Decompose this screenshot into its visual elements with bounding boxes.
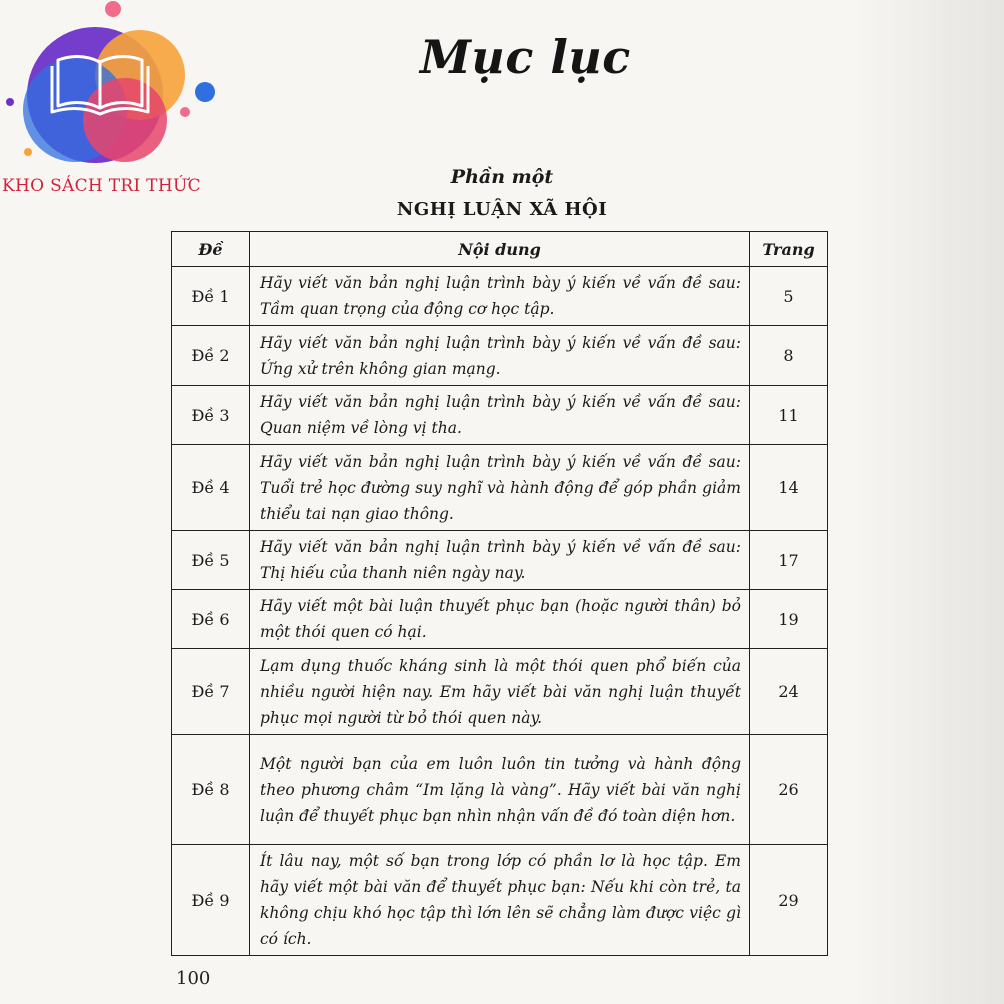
row-trang: 14 bbox=[750, 445, 828, 531]
row-trang: 5 bbox=[750, 267, 828, 326]
row-trang: 29 bbox=[750, 845, 828, 956]
table-row bbox=[172, 735, 828, 845]
row-de: Đề 8 bbox=[172, 735, 250, 845]
row-de: Đề 9 bbox=[172, 845, 250, 956]
header-trang: Trang bbox=[750, 232, 828, 267]
table-row bbox=[172, 845, 828, 956]
table-row bbox=[172, 445, 828, 531]
part-label: Phần một bbox=[450, 166, 554, 188]
table-header-row bbox=[172, 232, 828, 267]
row-noi-dung: Một người bạn của em luôn luôn tin tưởng và hành động theo phương châm “Im lặng là vàng”. Hãy viết bài văn nghị luận để thuyết phục bạn nhìn nhận vấn đề đó toàn diện hơn. bbox=[250, 735, 750, 845]
toc-table bbox=[171, 231, 828, 956]
row-de: Đề 7 bbox=[172, 649, 250, 735]
row-trang: 17 bbox=[750, 531, 828, 590]
row-trang: 8 bbox=[750, 326, 828, 386]
logo-text: KHO SÁCH TRI THỨC bbox=[2, 176, 201, 196]
row-de: Đề 4 bbox=[172, 445, 250, 531]
row-noi-dung: Hãy viết văn bản nghị luận trình bày ý kiến về vấn đề sau: Ứng xử trên không gian mạng. bbox=[250, 326, 750, 386]
row-noi-dung: Hãy viết văn bản nghị luận trình bày ý kiến về vấn đề sau: Thị hiếu của thanh niên ngày nay. bbox=[250, 531, 750, 590]
row-trang: 11 bbox=[750, 386, 828, 445]
row-trang: 26 bbox=[750, 735, 828, 845]
row-de: Đề 3 bbox=[172, 386, 250, 445]
row-noi-dung: Hãy viết một bài luận thuyết phục bạn (hoặc người thân) bỏ một thói quen có hại. bbox=[250, 590, 750, 649]
row-noi-dung: Ít lâu nay, một số bạn trong lớp có phần lơ là học tập. Em hãy viết một bài văn để thuyết phục bạn: Nếu khi còn trẻ, ta không chịu khó học tập thì lớn lên sẽ chẳng làm được việc gì có ích. bbox=[250, 845, 750, 956]
row-trang: 19 bbox=[750, 590, 828, 649]
table-row bbox=[172, 386, 828, 445]
table-row bbox=[172, 326, 828, 386]
row-trang: 24 bbox=[750, 649, 828, 735]
page-number: 100 bbox=[176, 968, 211, 989]
header-de: Đề bbox=[172, 232, 250, 267]
page-edge-shadow bbox=[854, 0, 1004, 1004]
table-row bbox=[172, 267, 828, 326]
page-title: Mục lục bbox=[420, 30, 631, 84]
table-row bbox=[172, 649, 828, 735]
row-noi-dung: Hãy viết văn bản nghị luận trình bày ý kiến về vấn đề sau: Tầm quan trọng của động cơ học tập. bbox=[250, 267, 750, 326]
table-row bbox=[172, 531, 828, 590]
row-noi-dung: Hãy viết văn bản nghị luận trình bày ý kiến về vấn đề sau: Quan niệm về lòng vị tha. bbox=[250, 386, 750, 445]
row-de: Đề 1 bbox=[172, 267, 250, 326]
row-noi-dung: Hãy viết văn bản nghị luận trình bày ý kiến về vấn đề sau: Tuổi trẻ học đường suy nghĩ và hành động để góp phần giảm thiểu tai nạn giao thông. bbox=[250, 445, 750, 531]
row-de: Đề 6 bbox=[172, 590, 250, 649]
table-row bbox=[172, 590, 828, 649]
row-de: Đề 5 bbox=[172, 531, 250, 590]
row-noi-dung: Lạm dụng thuốc kháng sinh là một thói quen phổ biến của nhiều người hiện nay. Em hãy viết bài văn nghị luận thuyết phục mọi người từ bỏ thói quen này. bbox=[250, 649, 750, 735]
header-noi-dung: Nội dung bbox=[250, 232, 750, 267]
part-title: NGHỊ LUẬN XÃ HỘI bbox=[396, 199, 608, 220]
row-de: Đề 2 bbox=[172, 326, 250, 386]
